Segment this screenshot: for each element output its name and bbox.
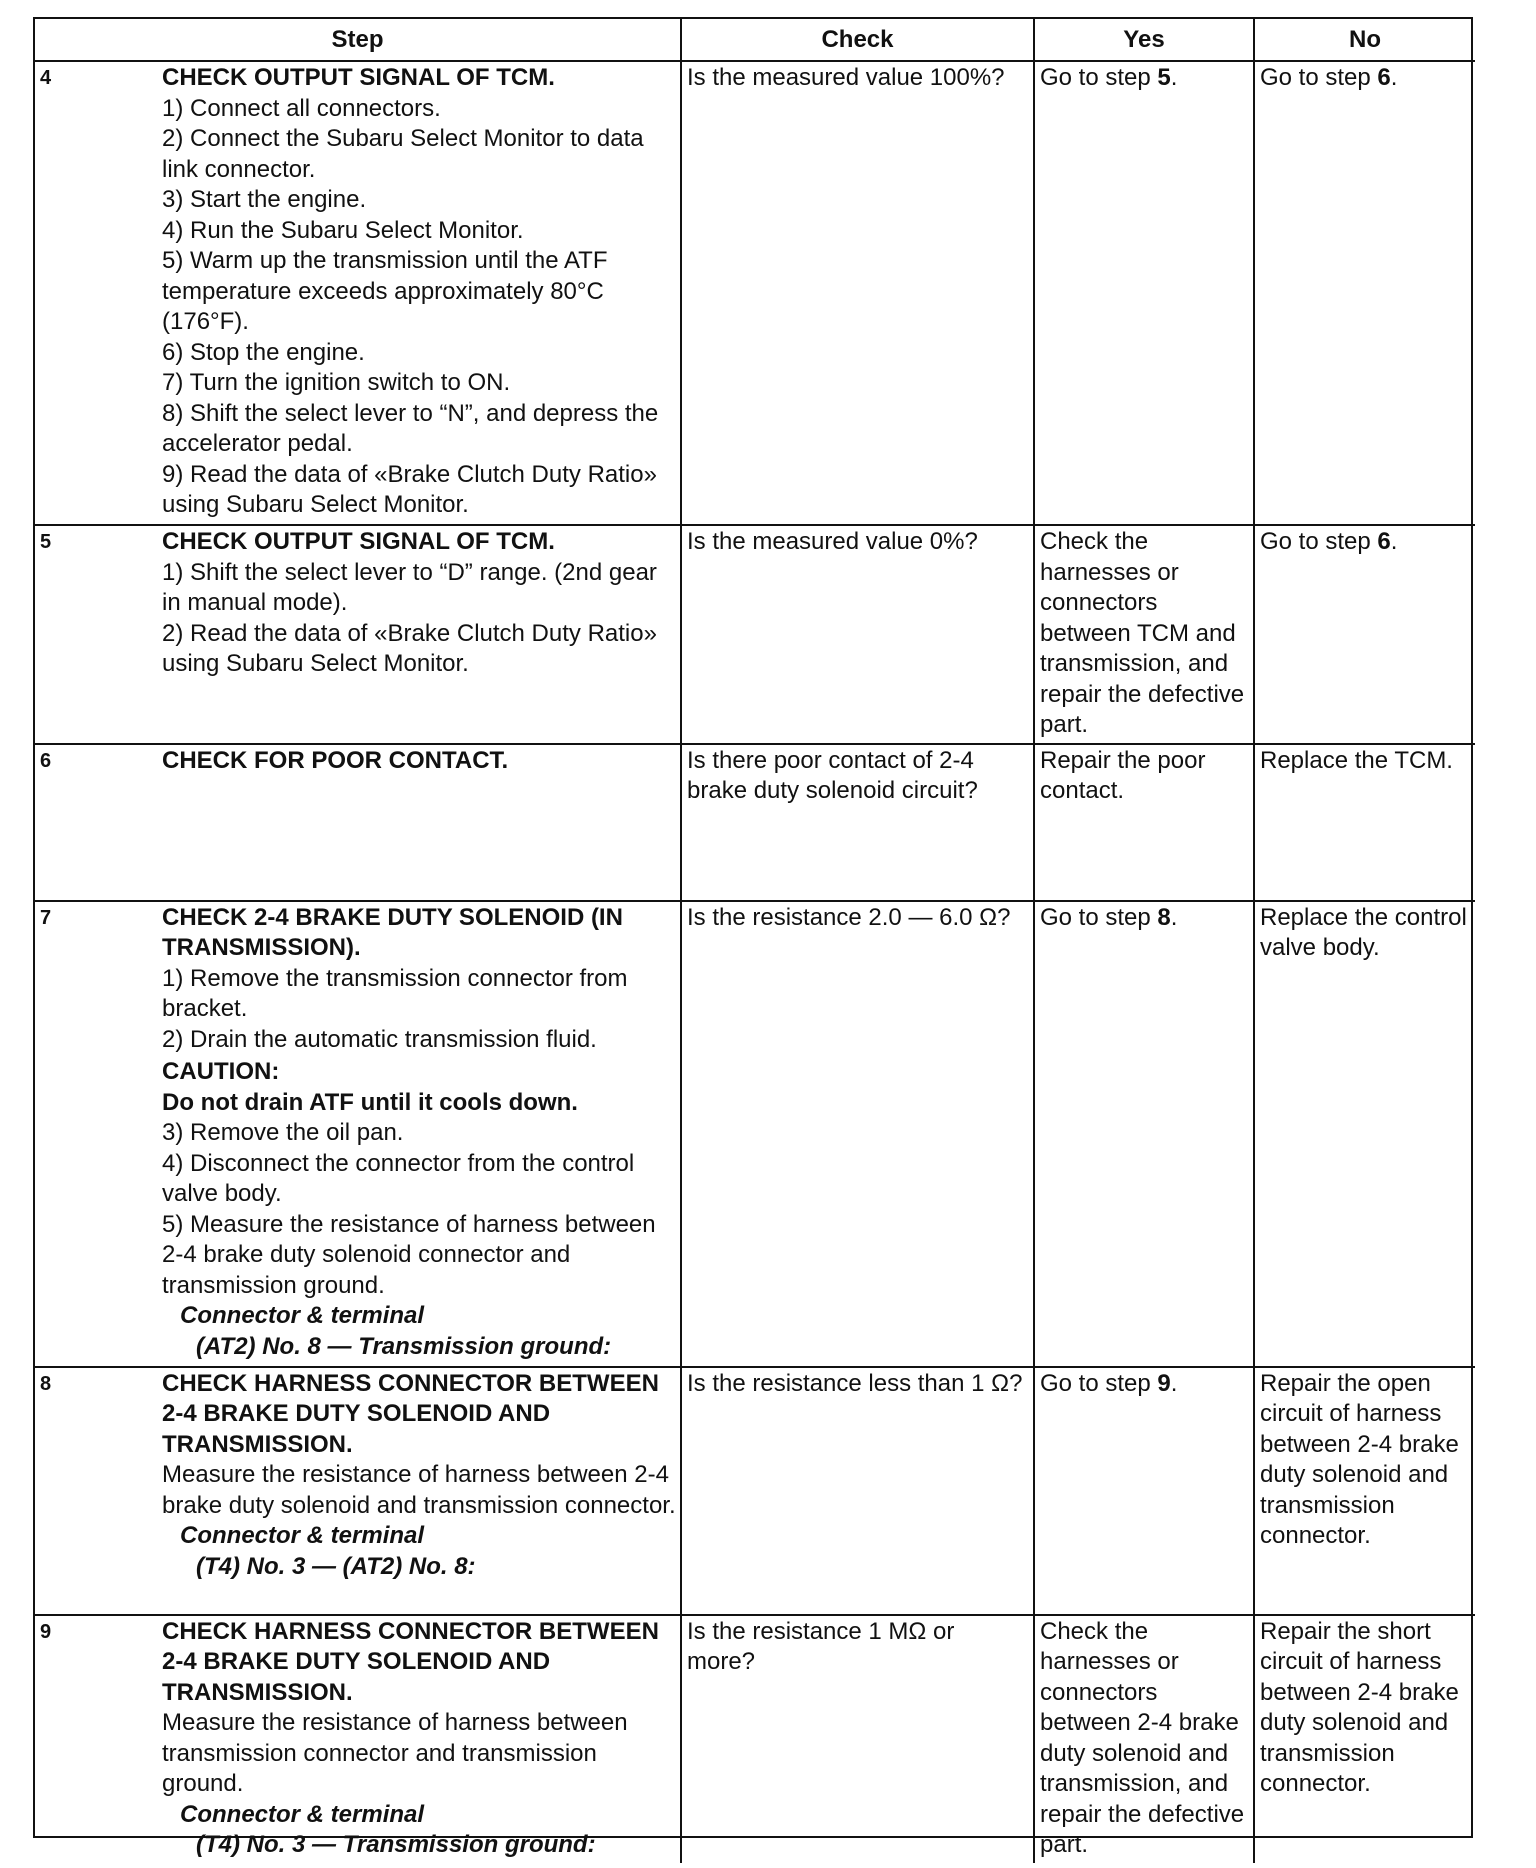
connector-heading: Connector & terminal [180, 1302, 425, 1329]
header-row [35, 19, 1475, 61]
yes-step-ref: 9 [1157, 1369, 1171, 1397]
step-body [162, 62, 680, 523]
step-body [162, 902, 680, 1365]
yes-cell: Repair the poor contact. [1034, 744, 1254, 901]
no-step-ref: 6 [1377, 64, 1391, 91]
step-number: 4 [40, 67, 52, 89]
header-yes: Yes [1034, 19, 1254, 61]
header-no: No [1254, 19, 1475, 61]
step-title: CHECK HARNESS CONNECTOR BETWEEN 2-4 BRAKE DUTY SOLENOID AND TRANSMISSION. [162, 1369, 659, 1458]
diagnostic-table [35, 19, 1475, 1863]
check-cell: Is there poor contact of 2-4 brake duty solenoid circuit? [681, 744, 1034, 901]
table-row-step-6 [35, 744, 1475, 901]
check-cell: Is the measured value 0%? [681, 525, 1034, 744]
yes-step-ref: 5 [1157, 64, 1171, 91]
step-line: Measure the resistance of harness between transmission connector and transmission ground. [162, 1709, 628, 1797]
no-cell: Repair the short circuit of harness between 2-4 brake duty solenoid and transmission connector. [1254, 1615, 1475, 1863]
step-body [162, 745, 680, 779]
table-row-step-4 [35, 61, 1475, 525]
step-number: 5 [40, 531, 52, 553]
step-line: 3) Remove the oil pan. [162, 1119, 404, 1146]
step-cell [35, 1615, 681, 1863]
step-number: 7 [40, 906, 52, 929]
step-title: CHECK OUTPUT SIGNAL OF TCM. [162, 528, 555, 555]
caution-heading: CAUTION: [162, 1058, 280, 1085]
step-cell [35, 61, 681, 525]
no-cell: Repair the open circuit of harness between 2-4 brake duty solenoid and transmission connector. [1254, 1367, 1475, 1615]
step-line: 4) Run the Subaru Select Monitor. [162, 216, 524, 244]
step-line: 2) Read the data of «Brake Clutch Duty Ratio» using Subaru Select Monitor. [162, 619, 657, 677]
step-body [162, 1616, 680, 1863]
yes-cell: Check the harnesses or connectors between 2-4 brake duty solenoid and transmission, and repair the defective part. [1034, 1615, 1254, 1863]
yes-step-ref: 8 [1157, 903, 1171, 931]
step-line: 2) Connect the Subaru Select Monitor to data link connector. [162, 125, 644, 183]
header-check: Check [681, 19, 1034, 61]
step-title: CHECK HARNESS CONNECTOR BETWEEN 2-4 BRAKE DUTY SOLENOID AND TRANSMISSION. [162, 1617, 659, 1706]
step-cell [35, 901, 681, 1367]
step-line: 5) Measure the resistance of harness between 2-4 brake duty solenoid connector and transmission ground. [162, 1210, 656, 1299]
yes-end: . [1170, 903, 1178, 931]
table-row-step-7 [35, 901, 1475, 1367]
no-text: Go to step [1260, 64, 1378, 91]
table-row-step-9 [35, 1615, 1475, 1863]
step-line: 1) Connect all connectors. [162, 94, 441, 122]
connector-terminal: (AT2) No. 8 — Transmission ground: [196, 1332, 612, 1360]
step-line: Measure the resistance of harness between 2-4 brake duty solenoid and transmission connector. [162, 1461, 676, 1519]
step-title: CHECK 2-4 BRAKE DUTY SOLENOID (IN TRANSMISSION). [162, 903, 623, 961]
step-line: 4) Disconnect the connector from the control valve body. [162, 1149, 635, 1207]
no-end: . [1390, 528, 1398, 555]
step-line: 2) Drain the automatic transmission fluid. [162, 1025, 597, 1053]
connector-terminal: (T4) No. 3 — Transmission ground: [196, 1831, 596, 1858]
yes-end: . [1170, 64, 1178, 91]
step-cell [35, 525, 681, 744]
step-line: 5) Warm up the transmission until the ATF temperature exceeds approximately 80°C (176°F). [162, 247, 608, 335]
connector-heading: Connector & terminal [180, 1800, 425, 1828]
step-number: 6 [40, 749, 52, 772]
yes-cell [1034, 61, 1254, 525]
table-row-step-8 [35, 1367, 1475, 1615]
step-line: 1) Remove the transmission connector from bracket. [162, 964, 628, 1022]
step-cell [35, 1367, 681, 1615]
no-step-ref: 6 [1377, 528, 1391, 555]
step-title: CHECK FOR POOR CONTACT. [162, 746, 509, 774]
connector-terminal: (T4) No. 3 — (AT2) No. 8: [196, 1552, 476, 1580]
check-cell: Is the measured value 100%? [681, 61, 1034, 525]
step-title: CHECK OUTPUT SIGNAL OF TCM. [162, 64, 555, 91]
step-line: 7) Turn the ignition switch to ON. [162, 369, 511, 396]
step-line: 9) Read the data of «Brake Clutch Duty Ratio» using Subaru Select Monitor. [162, 460, 657, 518]
yes-text: Go to step [1040, 64, 1158, 91]
step-body [162, 526, 680, 682]
step-number: 8 [40, 1372, 52, 1395]
check-cell: Is the resistance 1 MΩ or more? [681, 1615, 1034, 1863]
no-text: Go to step [1260, 528, 1378, 555]
yes-text: Go to step [1040, 1369, 1158, 1397]
step-line: 1) Shift the select lever to “D” range. (2nd gear in manual mode). [162, 558, 657, 616]
step-line: 3) Start the engine. [162, 186, 367, 213]
no-cell [1254, 525, 1475, 744]
no-cell: Replace the control valve body. [1254, 901, 1475, 1367]
connector-heading: Connector & terminal [180, 1522, 425, 1549]
yes-text: Go to step [1040, 903, 1158, 931]
check-cell: Is the resistance 2.0 — 6.0 Ω? [681, 901, 1034, 1367]
diagnostic-table-sheet [33, 17, 1473, 1858]
step-line: 6) Stop the engine. [162, 338, 365, 366]
step-line: 8) Shift the select lever to “N”, and depress the accelerator pedal. [162, 399, 659, 457]
step-number: 9 [40, 1620, 52, 1643]
yes-cell [1034, 901, 1254, 1367]
yes-cell [1034, 1367, 1254, 1615]
header-step: Step [35, 19, 681, 61]
step-body [162, 1368, 680, 1585]
table-row-step-5 [35, 525, 1475, 744]
step-cell [35, 744, 681, 901]
yes-end: . [1170, 1369, 1178, 1397]
check-cell: Is the resistance less than 1 Ω? [681, 1367, 1034, 1615]
yes-cell: Check the harnesses or connectors between TCM and transmission, and repair the defective part. [1034, 525, 1254, 744]
caution-text: Do not drain ATF until it cools down. [162, 1088, 578, 1116]
no-cell [1254, 61, 1475, 525]
no-cell: Replace the TCM. [1254, 744, 1475, 901]
no-end: . [1390, 64, 1398, 91]
